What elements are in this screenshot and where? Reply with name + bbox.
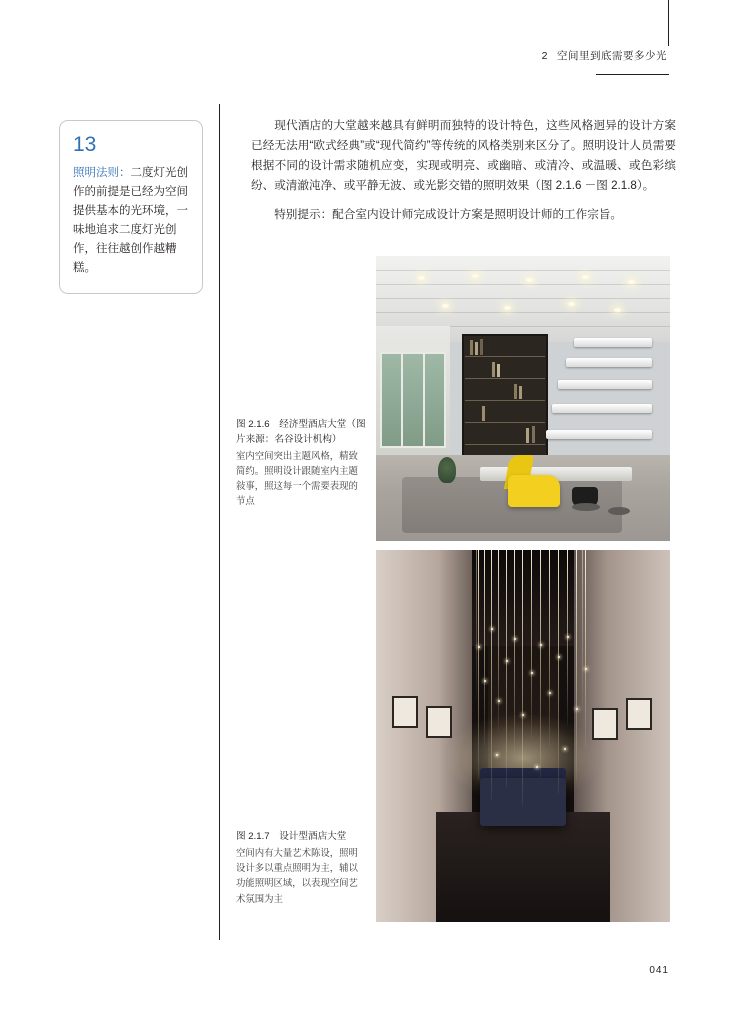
header-rule-vertical <box>668 0 669 46</box>
figure-image-217 <box>376 550 670 922</box>
corridor-floor <box>436 812 610 922</box>
figure-caption-216 <box>236 418 366 510</box>
running-head <box>542 48 667 63</box>
tip-text <box>73 164 189 278</box>
page-number: 041 <box>649 965 669 976</box>
body-paragraph-2: 特别提示：配合室内设计师完成设计方案是照明设计师的工作宗旨。 <box>274 207 623 221</box>
header-rule-horizontal <box>596 74 669 75</box>
sofa <box>480 778 566 826</box>
caption-title-216: 图 2.1.6 经济型酒店大堂（图片来源：名谷设计机构） <box>236 419 366 445</box>
figure-image-216 <box>376 256 670 541</box>
caption-title-217: 图 2.1.7 设计型酒店大堂 <box>236 831 347 842</box>
running-head-chapter-number: 2 <box>541 50 548 62</box>
lounge-chair <box>508 475 560 507</box>
plant <box>438 457 456 483</box>
lighting-rule-tip-box <box>59 120 203 294</box>
window <box>380 352 446 448</box>
caption-note-217: 空间内有大量艺术陈设，照明设计多以重点照明为主，辅以功能照明区域，以表现空间艺术氛围为主 <box>236 847 358 905</box>
body-paragraph-1: 现代酒店的大堂越来越具有鲜明而独特的设计特色，这些风格迥异的设计方案已经无法用“欧式经典”或“现代简约”等传统的风格类别来区分了。照明设计人员需要根据不同的设计需求随机应变，实现或明亮、或幽暗、或清冷、或温暖、或色彩缤纷、或清澈沌净、或平静无波、或光影交错的照明效果（图 2.1.6 －图 2.1.8）。 <box>251 119 676 192</box>
lobby-illustration <box>376 256 670 541</box>
tip-body: 二度灯光创作的前提是已经为空间提供基本的光环境，一味地追求二度灯光创作，往往越创作越糟糕。 <box>73 167 188 274</box>
body-text-column <box>251 116 676 234</box>
tip-number: 13 <box>73 133 97 156</box>
caption-note-216: 室内空间突出主题风格，精致简约。照明设计跟随室内主题敍事，照这每一个需要表现的节点 <box>236 450 358 508</box>
column-divider-rule <box>219 104 220 940</box>
book-wall <box>462 334 548 466</box>
running-head-chapter-title: 空间里到底需要多少光 <box>557 50 667 62</box>
tip-label: 照明法则： <box>73 167 131 179</box>
figure-caption-217 <box>236 830 366 907</box>
corridor-illustration <box>376 550 670 922</box>
